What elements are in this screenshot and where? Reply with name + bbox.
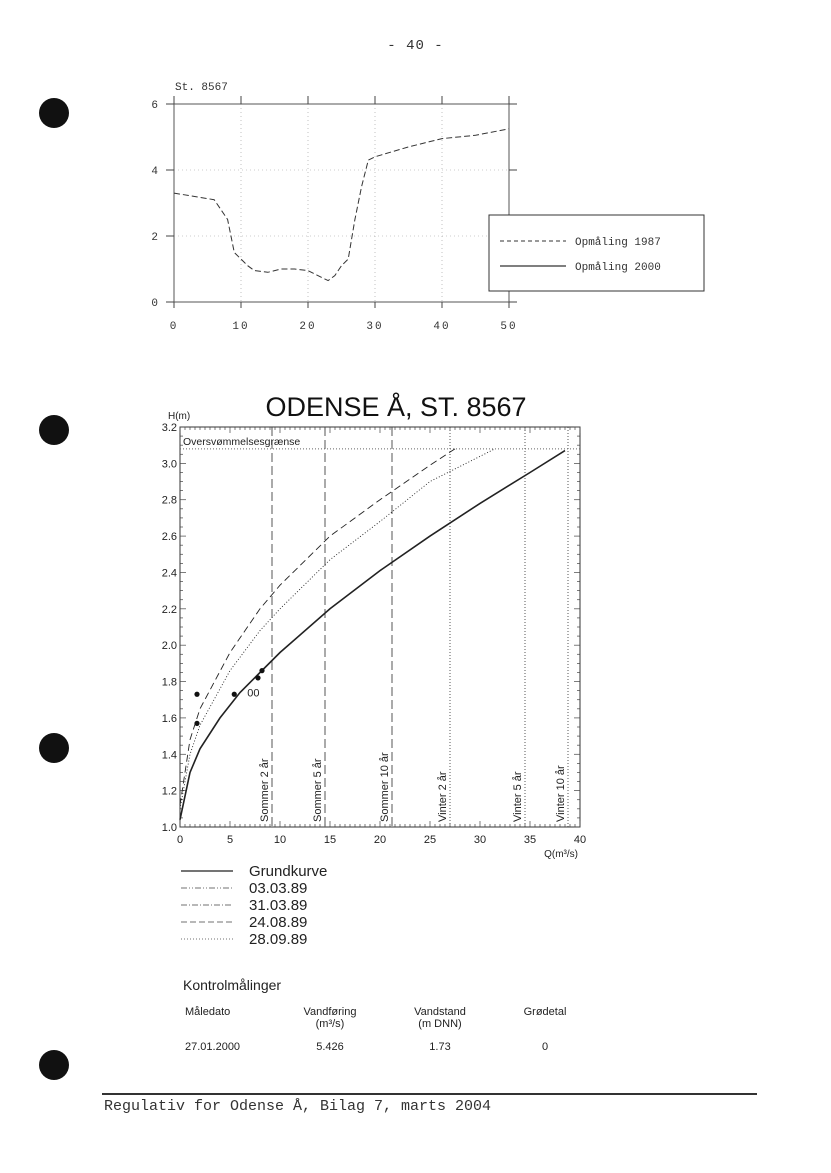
bottom-y-tick-label: 2.2	[161, 603, 177, 616]
bottom-y-tick-label: 1.8	[161, 676, 177, 689]
header-weed-label: Grødetal	[523, 1006, 567, 1018]
cross-section-chart	[151, 82, 704, 333]
bottom-x-tick-label: 5	[226, 834, 234, 846]
top-chart-title: St. 8567	[175, 82, 228, 94]
top-legend-2000-label: Opmåling 2000	[575, 262, 661, 274]
bottom-y-tick-label: 1.6	[161, 712, 177, 725]
legend-030389-label: 03.03.89	[249, 880, 308, 897]
bottom-legend	[181, 863, 327, 948]
measurement-label: 00	[247, 687, 260, 700]
top-y-tick-label: 4	[151, 166, 158, 178]
flood-limit-label: Oversvømmelsesgrænse	[183, 436, 301, 448]
footer-text: Regulativ for Odense Å, Bilag 7, marts 2004	[104, 1098, 492, 1115]
bottom-x-tick-label: 15	[323, 834, 337, 846]
top-series-line-0	[174, 129, 509, 281]
row-stage: 1.73	[429, 1041, 451, 1053]
bottom-y-tick-label: 2.4	[161, 567, 177, 580]
top-chart-grid	[174, 104, 509, 302]
bottom-y-tick-label: 3.2	[161, 422, 177, 434]
measurement-point-0	[194, 692, 199, 697]
top-y-tick-label: 0	[151, 298, 158, 310]
top-x-tick-label: 50	[500, 321, 518, 333]
top-chart-series	[174, 129, 509, 281]
measurement-point-4	[259, 668, 264, 673]
row-discharge: 5.426	[316, 1041, 344, 1053]
bottom-x-tick-label: 20	[373, 834, 387, 846]
bottom-chart-title: ODENSE Å, ST. 8567	[265, 392, 527, 422]
top-x-tick-label: 30	[366, 321, 384, 333]
bottom-y-tick-label: 1.4	[161, 749, 177, 762]
bottom-y-tick-label: 2.0	[161, 640, 177, 653]
return-period-markers	[259, 427, 568, 827]
bottom-x-tick-label: 40	[573, 834, 587, 846]
marker-label-1: Sommer 5 år	[312, 758, 324, 822]
marker-label-5: Vinter 10 år	[555, 765, 567, 822]
top-legend-box	[489, 215, 704, 291]
bottom-series-24.08.89	[180, 449, 455, 805]
top-chart-frame	[174, 104, 509, 302]
header-discharge-label: Vandføring	[303, 1006, 357, 1018]
top-y-tick-label: 2	[151, 232, 158, 244]
footer-rule	[102, 1093, 757, 1095]
x-axis-label: Q(m³/s)	[544, 849, 578, 860]
bottom-x-tick-label: 10	[273, 834, 287, 846]
top-x-tick-label: 10	[232, 321, 250, 333]
bottom-y-tick-label: 3.0	[161, 458, 177, 471]
header-weed	[510, 1006, 580, 1018]
top-x-tick-label: 40	[433, 321, 451, 333]
top-y-tick-label: 6	[151, 100, 158, 112]
bottom-y-tick-label: 1.2	[161, 785, 177, 798]
control-measurements-title: Kontrolmålinger	[183, 977, 282, 993]
top-legend-1987-label: Opmåling 1987	[575, 237, 661, 249]
legend-310389-label: 31.03.89	[249, 897, 308, 914]
bottom-chart-series	[180, 449, 565, 820]
marker-label-2: Sommer 10 år	[379, 752, 391, 822]
row-weed: 0	[541, 1041, 549, 1053]
bottom-y-tick-label: 1.0	[161, 822, 177, 834]
bottom-x-tick-label: 25	[423, 834, 437, 846]
legend-240889-label: 24.08.89	[249, 914, 308, 931]
bottom-x-tick-label: 0	[176, 834, 184, 846]
table-row	[185, 1041, 240, 1053]
top-x-tick-label: 0	[169, 321, 179, 333]
header-date-label: Måledato	[185, 1006, 231, 1018]
marker-label-3: Vinter 2 år	[437, 771, 449, 822]
legend-280989-label: 28.09.89	[249, 931, 308, 948]
header-stage	[400, 1006, 480, 1030]
rating-curve-chart	[162, 391, 586, 860]
measurement-point-1	[194, 721, 199, 726]
bottom-x-tick-label: 30	[473, 834, 487, 846]
control-measurement-points	[194, 668, 264, 726]
row-date: 27.01.2000	[185, 1041, 241, 1053]
bottom-series-28.09.89	[180, 449, 495, 809]
header-discharge-unit: (m³/s)	[315, 1018, 345, 1030]
top-x-tick-label: 20	[299, 321, 317, 333]
marker-label-0: Sommer 2 år	[259, 758, 271, 822]
bottom-series-Grundkurve	[180, 451, 565, 820]
bottom-y-tick-label: 2.6	[161, 531, 177, 544]
header-stage-label: Vandstand	[414, 1006, 466, 1018]
header-discharge	[290, 1006, 370, 1030]
page-number: - 40 -	[387, 38, 444, 54]
bottom-y-tick-label: 2.8	[161, 494, 177, 507]
measurement-point-2	[232, 692, 237, 697]
top-chart-x-ticks	[170, 96, 518, 333]
bottom-x-tick-label: 35	[523, 834, 537, 846]
y-axis-label: H(m)	[168, 411, 191, 422]
header-stage-unit: (m DNN)	[418, 1018, 462, 1030]
header-date	[185, 1006, 230, 1018]
top-chart-y-ticks	[151, 100, 517, 310]
measurement-point-3	[255, 675, 260, 680]
legend-grundkurve-label: Grundkurve	[249, 863, 328, 880]
marker-label-4: Vinter 5 år	[512, 771, 524, 822]
